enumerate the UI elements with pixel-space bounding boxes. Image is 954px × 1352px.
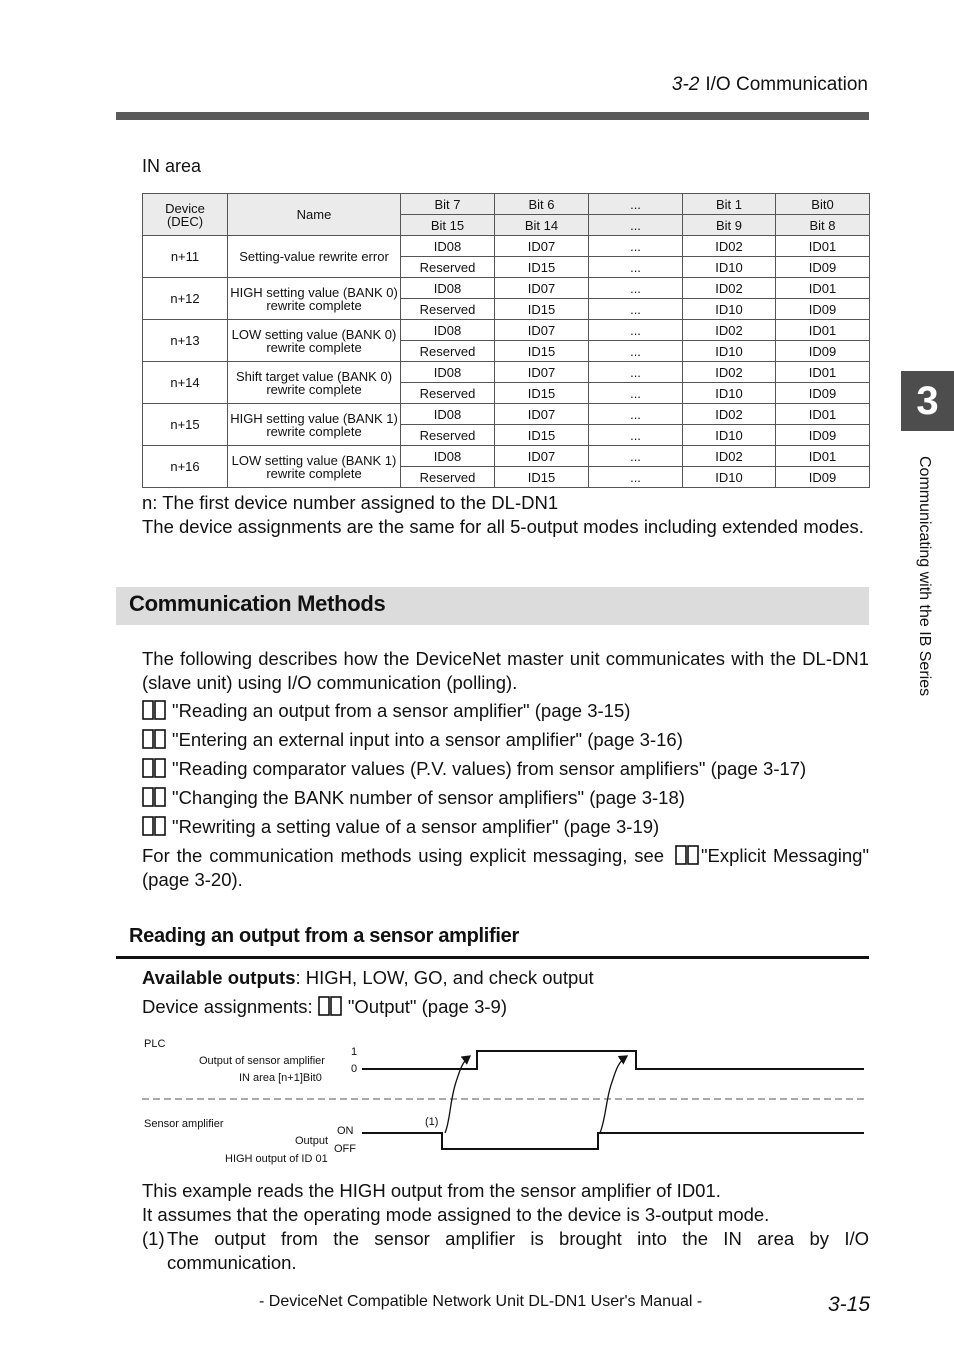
header-bit: Bit 7	[401, 194, 495, 215]
bit-cell: ID10	[683, 341, 776, 362]
header-bit: Bit0	[776, 194, 870, 215]
bit-cell: ID07	[495, 320, 589, 341]
header-bit: Bit 8	[776, 215, 870, 236]
bit-cell: ID15	[495, 425, 589, 446]
explanation-line-2: It assumes that the operating mode assigned to the device is 3-output mode.	[142, 1204, 770, 1225]
explicit-messaging-note: For the communication methods using explicit messaging, see "Explicit Messaging" (page 3-20).	[142, 845, 870, 890]
reference-link[interactable]: "Entering an external input into a sensor amplifier" (page 3-16)	[142, 728, 683, 752]
header-bit: Bit 14	[495, 215, 589, 236]
bit-cell: ID10	[683, 257, 776, 278]
header-section-title: I/O Communication	[705, 74, 868, 95]
diagram-level-1: 1	[351, 1046, 358, 1058]
bit-cell: ID09	[776, 257, 870, 278]
name-cell: Setting-value rewrite error	[228, 236, 401, 278]
diagram-plc-signal-2: IN area [n+1]Bit0	[239, 1072, 322, 1084]
subsection-title: Reading an output from a sensor amplifier	[129, 925, 519, 947]
device-cell: n+13	[143, 320, 228, 362]
chapter-tab: 3	[901, 371, 954, 431]
bit-cell: ...	[589, 278, 683, 299]
section-intro: The following describes how the DeviceNet master unit communicates with the DL-DN1 (slave unit) using I/O communication (polling).	[142, 648, 869, 693]
header-bit: Bit 1	[683, 194, 776, 215]
bit-cell: ID09	[776, 467, 870, 488]
diagram-plc-label: PLC	[144, 1038, 166, 1050]
bit-cell: ID10	[683, 299, 776, 320]
note-n: n: The first device number assigned to the DL-DN1	[142, 492, 559, 513]
bit-cell: ID10	[683, 425, 776, 446]
header-bit: ...	[589, 215, 683, 236]
bit-cell: ID10	[683, 467, 776, 488]
available-outputs: Available outputs: HIGH, LOW, GO, and check output	[142, 967, 594, 988]
bit-cell: ...	[589, 383, 683, 404]
bit-cell: Reserved	[401, 299, 495, 320]
device-cell: n+11	[143, 236, 228, 278]
bit-cell: ...	[589, 257, 683, 278]
diagram-marker: (1)	[425, 1116, 439, 1128]
in-area-label: IN area	[142, 156, 202, 176]
bit-cell: ID01	[776, 446, 870, 467]
bit-cell: ID08	[401, 404, 495, 425]
reference-link[interactable]: "Reading an output from a sensor amplifier" (page 3-15)	[142, 699, 630, 723]
diagram-level-off: OFF	[334, 1143, 356, 1155]
plc-signal-waveform	[362, 1051, 864, 1069]
reference-link[interactable]: "Changing the BANK number of sensor amplifiers" (page 3-18)	[142, 786, 685, 810]
footer-manual-title: - DeviceNet Compatible Network Unit DL-DN1 User's Manual -	[259, 1293, 703, 1310]
bit-cell: ID09	[776, 383, 870, 404]
bit-cell: ID15	[495, 299, 589, 320]
output-ref-link[interactable]: "Output" (page 3-9)	[347, 996, 507, 1017]
header-bit: ...	[589, 194, 683, 215]
name-cell: HIGH setting value (BANK 1) rewrite complete	[228, 404, 401, 446]
device-cell: n+12	[143, 278, 228, 320]
bit-cell: ID08	[401, 236, 495, 257]
bit-cell: ID07	[495, 446, 589, 467]
bit-cell: ID01	[776, 362, 870, 383]
name-cell: LOW setting value (BANK 1) rewrite complete	[228, 446, 401, 488]
name-cell: LOW setting value (BANK 0) rewrite complete	[228, 320, 401, 362]
device-assignments: Device assignments: "Output" (page 3-9)	[142, 996, 507, 1017]
bit-cell: ID09	[776, 425, 870, 446]
name-cell: HIGH setting value (BANK 0) rewrite complete	[228, 278, 401, 320]
diagram-level-on: ON	[337, 1125, 354, 1137]
diagram-level-0: 0	[351, 1063, 358, 1075]
reference-link[interactable]: "Rewriting a setting value of a sensor amplifier" (page 3-19)	[142, 815, 659, 839]
note-assignments: The device assignments are the same for all 5-output modes including extended modes.	[142, 516, 864, 537]
bit-cell: ID07	[495, 236, 589, 257]
bit-cell: ID02	[683, 320, 776, 341]
bit-cell: Reserved	[401, 467, 495, 488]
bit-cell: ...	[589, 236, 683, 257]
bit-cell: ID08	[401, 362, 495, 383]
bit-cell: ID02	[683, 278, 776, 299]
bit-cell: ID15	[495, 341, 589, 362]
transfer-arrow	[445, 1056, 470, 1133]
header-name: Name	[228, 194, 401, 236]
header-bit: Bit 6	[495, 194, 589, 215]
bit-cell: ID07	[495, 278, 589, 299]
diagram-sensor-signal-2: HIGH output of ID 01	[225, 1153, 328, 1165]
bit-cell: Reserved	[401, 341, 495, 362]
bit-cell: ID09	[776, 341, 870, 362]
device-cell: n+14	[143, 362, 228, 404]
section-title: Communication Methods	[129, 591, 386, 616]
bit-cell: Reserved	[401, 425, 495, 446]
bit-cell: ID08	[401, 446, 495, 467]
explanation-line-1: This example reads the HIGH output from the sensor amplifier of ID01.	[142, 1180, 721, 1201]
bit-cell: ID15	[495, 257, 589, 278]
bit-cell: ID01	[776, 404, 870, 425]
bit-cell: ...	[589, 341, 683, 362]
diagram-plc-signal-1: Output of sensor amplifier	[199, 1055, 325, 1067]
bit-cell: ID02	[683, 446, 776, 467]
bit-cell: ID01	[776, 320, 870, 341]
bit-cell: ID09	[776, 299, 870, 320]
reference-link[interactable]: "Reading comparator values (P.V. values) from sensor amplifiers" (page 3-17)	[142, 757, 806, 781]
bit-cell: ID08	[401, 320, 495, 341]
bit-cell: ...	[589, 299, 683, 320]
bit-cell: ID01	[776, 278, 870, 299]
header-device: Device (DEC)	[143, 194, 228, 236]
bit-cell: ID02	[683, 236, 776, 257]
explicit-messaging-link[interactable]: "Explicit Messaging" (page 3-20).	[142, 845, 870, 890]
item-number: (1)	[142, 1228, 165, 1249]
item-text: The output from the sensor amplifier is brought into the IN area by I/O communication.	[167, 1228, 869, 1273]
device-cell: n+15	[143, 404, 228, 446]
bit-cell: ID02	[683, 404, 776, 425]
bit-cell: Reserved	[401, 383, 495, 404]
transfer-arrow	[600, 1056, 627, 1133]
bit-cell: ID07	[495, 404, 589, 425]
bit-cell: ID02	[683, 362, 776, 383]
bit-cell: ...	[589, 446, 683, 467]
bit-cell: ID15	[495, 383, 589, 404]
name-cell: Shift target value (BANK 0) rewrite complete	[228, 362, 401, 404]
bit-cell: ...	[589, 362, 683, 383]
bit-cell: ...	[589, 467, 683, 488]
bit-cell: Reserved	[401, 257, 495, 278]
sensor-signal-waveform	[362, 1133, 864, 1149]
bit-cell: ID08	[401, 278, 495, 299]
bit-cell: ID10	[683, 383, 776, 404]
chapter-side-label: Communicating with the IB Series	[916, 456, 933, 697]
bit-cell: ...	[589, 404, 683, 425]
bit-cell: ID01	[776, 236, 870, 257]
bit-cell: ID07	[495, 362, 589, 383]
device-cell: n+16	[143, 446, 228, 488]
header-section-number: 3-2	[671, 74, 700, 95]
page-number: 3-15	[828, 1293, 871, 1316]
diagram-sensor-label: Sensor amplifier	[144, 1118, 224, 1130]
diagram-sensor-signal-1: Output	[295, 1135, 329, 1147]
bit-cell: ...	[589, 425, 683, 446]
bit-cell: ID15	[495, 467, 589, 488]
explanation-item	[142, 1227, 869, 1275]
bit-cell: ...	[589, 320, 683, 341]
header-bit: Bit 15	[401, 215, 495, 236]
header-bit: Bit 9	[683, 215, 776, 236]
